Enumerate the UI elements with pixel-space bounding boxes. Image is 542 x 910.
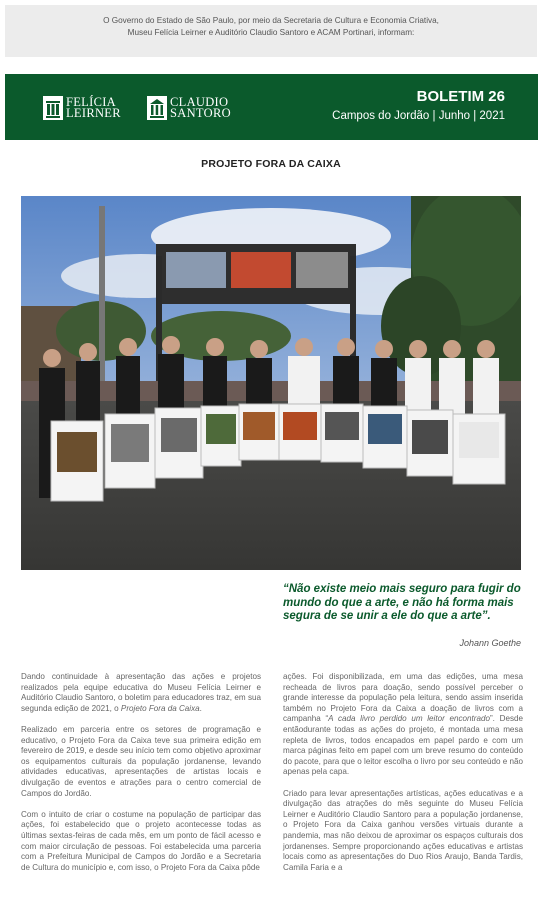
- intro-line-2: Museu Felícia Leirner e Auditório Claudio Santoro e ACAM Portinari, informam:: [127, 28, 415, 37]
- museu-felicia-leirner-logo: [43, 95, 121, 121]
- paragraph-2: Realizado em parceria entre os setores de programação e educativo, o Projeto Fora da Caixa teve sua primeira edição em fevereiro de 2019, e desde seu início tem como objetivo aproximar os equipamentos culturais da população jordanense, levando atividades educativas, apresentações de artistas locais e divulgação de eventos e atrações para o centro comercial de Campos do Jordão.: [21, 724, 261, 798]
- logo2-line-2: SANTORO: [170, 106, 231, 120]
- logo2-line-1: CLAUDIO: [170, 95, 229, 109]
- paragraph-1-project: Projeto Fora da Caixa: [120, 703, 200, 713]
- section-title: PROJETO FORA DA CAIXA: [201, 158, 341, 170]
- paragraph-3: Com o intuito de criar o costume na população de participar das ações, foi estabelecido que o projeto acontecesse todas as últimas sextas-feiras de cada mês, em um ponto de fácil acesso e com maior circulação de pessoas. Foi estabelecida uma parceria com a Prefeitura Municipal de Campos do Jordão e a Secretaria de Cultura do município e, com isso, o Projeto Fora da Caixa pôde: [21, 809, 261, 872]
- featured-quote: “Não existe meio mais seguro para fugir do mundo do que a arte, e não há forma mais segura de se unir a ele do que a arte”.: [283, 583, 521, 622]
- body-column-left: [21, 672, 261, 884]
- logo1-text: [66, 97, 121, 119]
- claudio-santoro-logo: [147, 95, 231, 121]
- logo1-line-2: LEIRNER: [66, 106, 121, 120]
- intro-box: [5, 5, 537, 57]
- paragraph-4: [283, 672, 523, 778]
- logo1-line-1: FELÍCIA: [66, 95, 117, 109]
- santoro-logo-icon: [147, 96, 167, 120]
- event-photo: [21, 196, 521, 570]
- paragraph-1: [21, 672, 261, 714]
- paragraph-5: Criado para levar apresentações artísticas, ações educativas e a divulgação das atrações do mês seguinte do Museu Felícia Leirner e Auditório Claudio Santoro para a população jordanense, o Projeto Fora da Caixa ganhou versões virtuais durante a pandemia, mas não deixou de aproximar os espaços culturais dos jordanenses. Sempre proporcionando ações educativas e artistas locais como as apresentações do Duo Rios Araujo, Banda Tardis, Camila Faria e a: [283, 788, 523, 872]
- paragraph-4-end: ”. Desde entãodurante todas as ações do projeto, é montada uma mesa repleta de livros, todos encapados em papel pardo e com um marca páginas feito em papel com um breve resumo do conteúdo do pacote, para que o leitor escolha o livro por seu conteúdo e não apenas pela capa.: [283, 714, 523, 777]
- paragraph-4-text: ações. Foi disponibilizada, em uma das edições, uma mesa recheada de livros para doação, sendo possível perceber o grande interesse da população pela leitura, sendo assim inserida também no Projeto Fora da Caixa a doação de livros com a campanha “: [283, 672, 523, 724]
- museu-logo-mark: [43, 96, 63, 120]
- intro-text: [5, 5, 537, 39]
- paragraph-4-campaign: A cada livro perdido um leitor encontrado: [328, 714, 490, 724]
- body-column-right: [283, 672, 523, 884]
- museu-logo-icon: [43, 96, 63, 120]
- bulletin-title: BOLETIM 26: [416, 88, 505, 105]
- header-banner: [5, 74, 538, 140]
- paragraph-1-text: Dando continuidade à apresentação das ações e projetos realizados pela equipe educativa do Museu Felícia Leirner e Auditório Claudio Santoro, o boletim para educadores traz, em sua segunda edição de 2021, o: [21, 672, 261, 713]
- santoro-logo-mark: [147, 96, 167, 120]
- bulletin-subtitle: Campos do Jordão | Junho | 2021: [332, 110, 505, 122]
- logo2-text: [170, 97, 231, 119]
- intro-line-1: O Governo do Estado de São Paulo, por meio da Secretaria de Cultura e Economia Criativa,: [103, 16, 439, 25]
- quote-author: Johann Goethe: [459, 638, 521, 648]
- paragraph-1-end: .: [199, 703, 202, 713]
